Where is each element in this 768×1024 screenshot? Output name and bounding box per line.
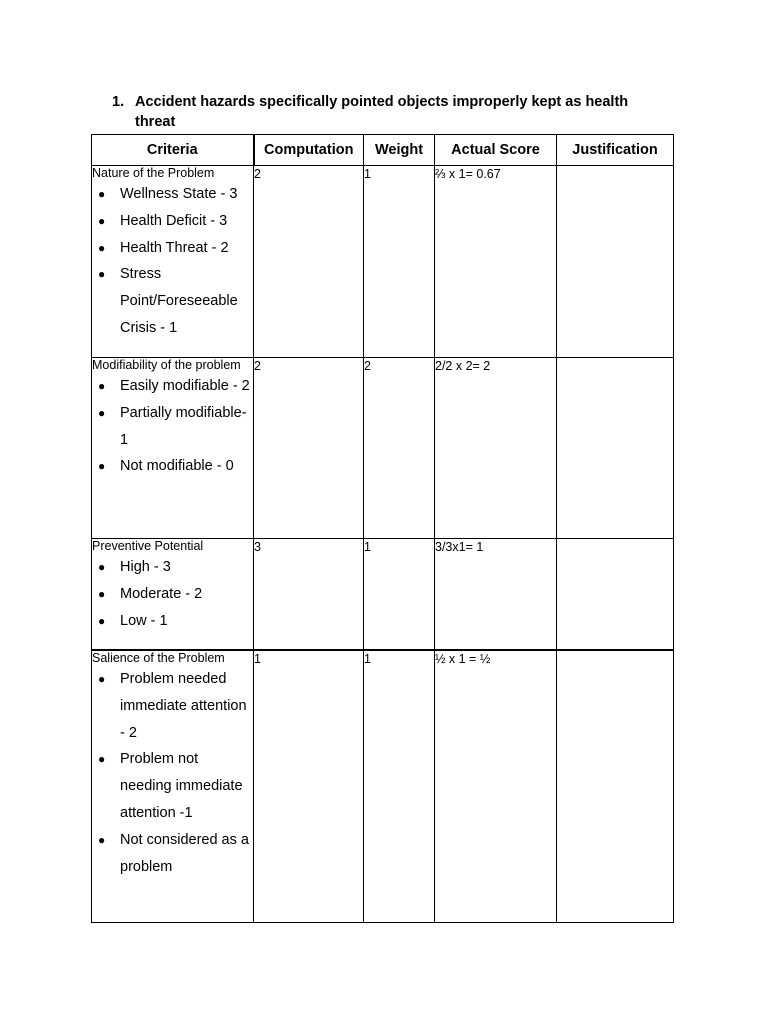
header-computation: Computation — [254, 135, 364, 166]
justification-cell — [557, 358, 674, 539]
criteria-options — [92, 373, 253, 480]
criteria-option: ● Low - 1 — [92, 608, 253, 635]
criteria-option: ● Wellness State - 3 — [92, 181, 253, 208]
scoring-table — [91, 134, 674, 923]
bullet-icon: ● — [98, 379, 106, 393]
computation-cell: 2 — [254, 358, 364, 539]
criteria-option: ● Health Threat - 2 — [92, 235, 253, 262]
criteria-options — [92, 554, 253, 634]
criteria-option: ● Problem needed immediate attention - 2 — [92, 666, 253, 746]
heading-number: 1. — [112, 94, 125, 110]
criteria-title: Salience of the Problem — [92, 651, 225, 665]
criteria-title: Nature of the Problem — [92, 166, 215, 180]
bullet-icon: ● — [98, 586, 106, 601]
weight-cell: 1 — [364, 539, 435, 651]
weight-cell: 1 — [364, 166, 435, 358]
actual-score-cell: 3/3x1= 1 — [435, 539, 557, 651]
bullet-icon: ● — [98, 267, 106, 282]
table-row — [92, 166, 674, 358]
criteria-title: Modifiability of the problem — [92, 358, 241, 372]
criteria-option: ● Health Deficit - 3 — [92, 208, 253, 235]
bullet-icon: ● — [98, 613, 106, 628]
table-header-row — [92, 135, 674, 166]
criteria-title: Preventive Potential — [92, 539, 204, 553]
criteria-option: ● Partially modifiable-1 — [92, 400, 253, 454]
weight-cell: 1 — [364, 650, 435, 923]
justification-cell — [557, 539, 674, 651]
bullet-icon: ● — [98, 752, 106, 767]
header-criteria: Criteria — [92, 135, 254, 166]
table-row — [92, 650, 674, 923]
criteria-option: ● Not modifiable - 0 — [92, 453, 253, 480]
actual-score-cell: ⅔ x 1= 0.67 — [435, 166, 557, 358]
criteria-cell — [92, 166, 254, 358]
bullet-icon: ● — [98, 672, 106, 686]
criteria-option: ● Not considered as a problem — [92, 827, 253, 881]
computation-cell: 3 — [254, 539, 364, 651]
bullet-icon: ● — [98, 560, 106, 574]
header-weight: Weight — [364, 135, 435, 166]
bullet-icon: ● — [98, 240, 106, 255]
criteria-cell — [92, 358, 254, 539]
criteria-option: ● Easily modifiable - 2 — [92, 373, 253, 400]
criteria-option: ● Stress Point/Foreseeable Crisis - 1 — [92, 261, 253, 341]
bullet-icon: ● — [98, 459, 106, 474]
bullet-icon: ● — [98, 405, 106, 420]
criteria-options — [92, 181, 253, 342]
computation-cell: 1 — [254, 650, 364, 923]
actual-score-cell: 2/2 x 2= 2 — [435, 358, 557, 539]
criteria-cell — [92, 539, 254, 651]
weight-cell: 2 — [364, 358, 435, 539]
criteria-cell — [92, 650, 254, 923]
heading-text: Accident hazards specifically pointed objects improperly kept as health threat — [135, 94, 629, 130]
criteria-option: ● Moderate - 2 — [92, 581, 253, 608]
header-justification: Justification — [557, 135, 674, 166]
computation-cell: 2 — [254, 166, 364, 358]
table-row — [92, 539, 674, 651]
justification-cell — [557, 166, 674, 358]
criteria-options — [92, 666, 253, 880]
justification-cell — [557, 650, 674, 923]
header-actual-score: Actual Score — [435, 135, 557, 166]
table-row — [92, 358, 674, 539]
criteria-option: ● High - 3 — [92, 554, 253, 581]
bullet-icon: ● — [98, 832, 106, 847]
actual-score-cell: ½ x 1 = ½ — [435, 650, 557, 923]
bullet-icon: ● — [98, 187, 106, 201]
criteria-option: ● Problem not needing immediate attention -1 — [92, 746, 253, 826]
problem-heading — [112, 92, 672, 132]
bullet-icon: ● — [98, 213, 106, 228]
